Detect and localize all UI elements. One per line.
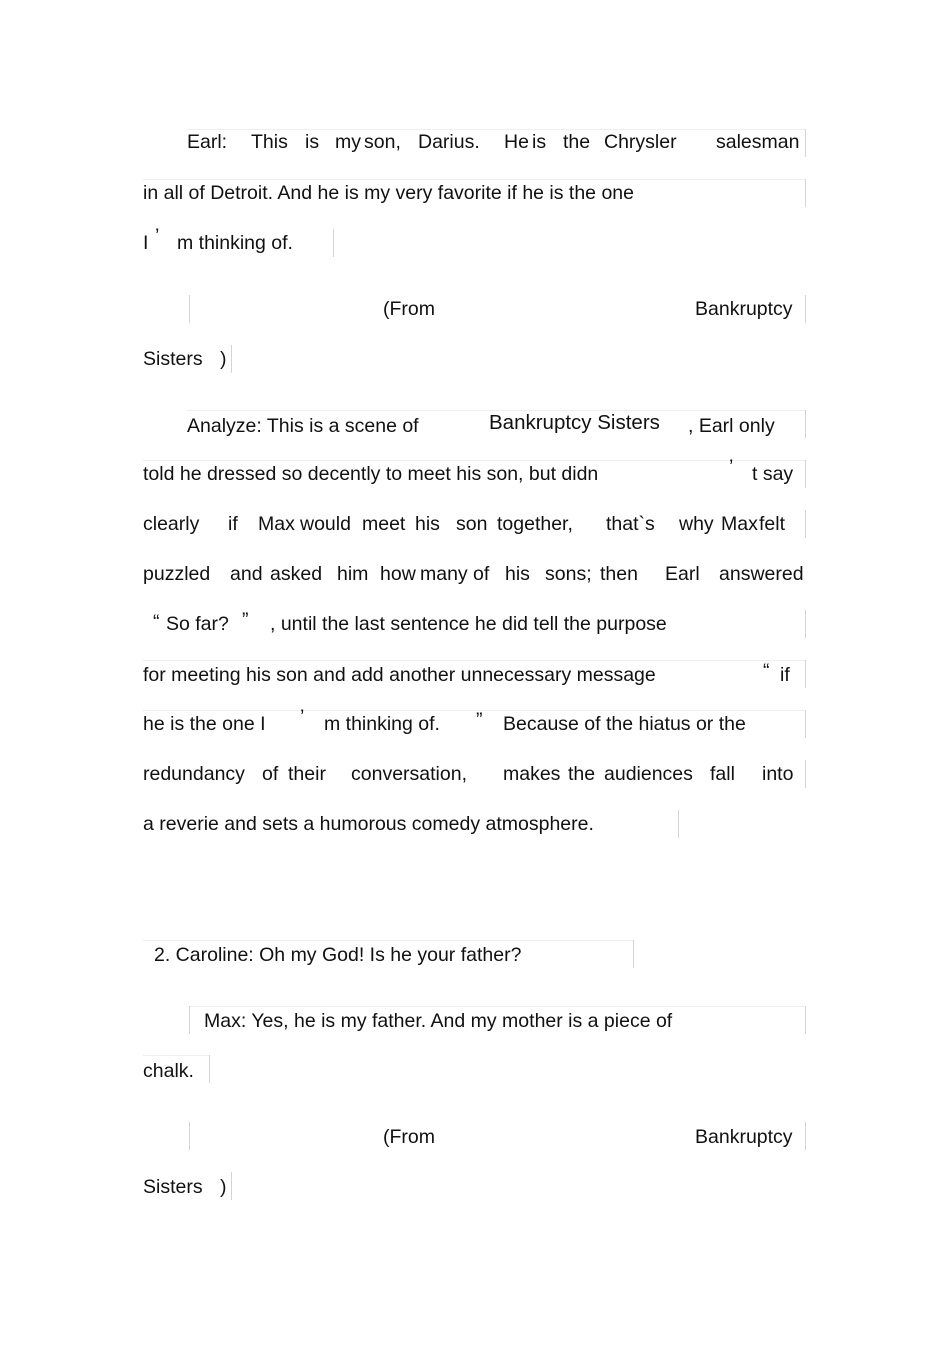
line-marker (805, 660, 806, 688)
line-marker (805, 710, 806, 738)
citation-title-word: Bankruptcy (695, 298, 793, 320)
word: why (679, 513, 714, 535)
word: together, (497, 513, 573, 535)
word: into (762, 763, 794, 785)
word: felt (759, 513, 786, 535)
word: Earl (665, 563, 700, 585)
word: puzzled (143, 563, 211, 585)
citation-close: ) (220, 1176, 227, 1198)
word: how (380, 563, 416, 585)
word: of (262, 763, 279, 785)
word: is (305, 131, 320, 153)
word: and (230, 563, 263, 585)
word: my (335, 131, 361, 153)
apostrophe: ’ (300, 706, 305, 728)
citation-title-word: Bankruptcy (695, 1126, 793, 1148)
citation-close: ) (220, 348, 227, 370)
line-marker (805, 510, 806, 538)
max-line1: Max: Yes, he is my father. And my mother is a piece of (204, 1010, 673, 1032)
word: audiences (604, 763, 693, 785)
line-marker (189, 1122, 190, 1150)
line-rule (143, 1055, 209, 1056)
word: This (251, 131, 288, 153)
quoted-phrase: So far? (166, 613, 229, 635)
film-title: Bankruptcy Sisters (489, 411, 660, 434)
open-quote: “ (153, 611, 160, 633)
word: Max (258, 513, 295, 535)
word: their (288, 763, 326, 785)
word: if (780, 664, 790, 686)
word: Chrysler (604, 131, 677, 153)
analysis-line5: , until the last sentence he did tell the purpose (270, 613, 667, 635)
word: is (532, 131, 547, 153)
line-marker (805, 760, 806, 788)
line-marker (805, 179, 806, 207)
word: him (337, 563, 369, 585)
word: sons; (545, 563, 592, 585)
line-rule (143, 179, 805, 180)
word: his (415, 513, 440, 535)
word: son, (364, 131, 401, 153)
word: that`s (606, 513, 655, 535)
word: Earl: (187, 131, 228, 153)
analysis-line1: Analyze: This is a scene of (187, 415, 419, 437)
close-quote: ” (476, 709, 483, 731)
word: many (420, 563, 468, 585)
open-quote: “ (763, 660, 770, 682)
quoted-phrase-end: m thinking of. (324, 713, 440, 735)
line-marker (678, 810, 679, 838)
word: Darius. (418, 131, 480, 153)
word: answered (719, 563, 804, 585)
word: meet (362, 513, 406, 535)
citation-from: (From (383, 298, 435, 320)
word: his (505, 563, 530, 585)
word: son (456, 513, 488, 535)
word: asked (270, 563, 323, 585)
line-marker (189, 295, 190, 323)
line-marker (805, 610, 806, 638)
word: redundancy (143, 763, 245, 785)
word: clearly (143, 513, 200, 535)
line-marker (805, 1122, 806, 1150)
line-rule (143, 460, 805, 461)
citation-title-end: Sisters (143, 1176, 203, 1198)
word: then (600, 563, 638, 585)
analysis-line1-end: , Earl only (688, 415, 775, 437)
paragraph-earl-line2: in all of Detroit. And he is my very favorite if he is the one (143, 182, 634, 204)
line-marker (805, 129, 806, 157)
line-marker (189, 1006, 190, 1034)
line-rule (143, 940, 633, 941)
line-marker (231, 1172, 232, 1200)
word: Max (721, 513, 758, 535)
line-marker (805, 460, 806, 488)
paragraph-earl-line3-end: m thinking of. (177, 232, 293, 254)
apostrophe: ’ (155, 225, 160, 247)
line-marker (209, 1055, 210, 1083)
line-marker (231, 345, 232, 373)
max-line2: chalk. (143, 1060, 194, 1082)
word: the (563, 131, 591, 153)
analysis-line2-end: t say (752, 463, 794, 485)
word: makes (503, 763, 561, 785)
line-rule (189, 1006, 805, 1007)
word: of (473, 563, 490, 585)
analysis-line9: a reverie and sets a humorous comedy atmosphere. (143, 813, 594, 835)
analysis-line7: he is the one I (143, 713, 266, 735)
line-marker (633, 940, 634, 968)
caroline-line: 2. Caroline: Oh my God! Is he your father? (154, 944, 522, 966)
word: if (228, 513, 238, 535)
word: He (504, 131, 529, 153)
paragraph-earl-line3-start: I (143, 232, 149, 254)
close-quote: ” (242, 609, 249, 631)
line-marker (805, 295, 806, 323)
line-marker (333, 229, 334, 257)
word: would (300, 513, 351, 535)
word: the (568, 763, 596, 785)
word: conversation, (351, 763, 467, 785)
analysis-line2: told he dressed so decently to meet his son, but didn (143, 463, 599, 485)
analysis-line6: for meeting his son and add another unnecessary message (143, 664, 656, 686)
apostrophe: ’ (729, 456, 734, 478)
citation-from: (From (383, 1126, 435, 1148)
analysis-line7-end: Because of the hiatus or the (503, 713, 746, 735)
line-rule (143, 710, 805, 711)
line-marker (805, 410, 806, 438)
word: fall (710, 763, 735, 785)
line-marker (805, 1006, 806, 1034)
line-rule (143, 660, 805, 661)
citation-title-end: Sisters (143, 348, 203, 370)
word: salesman (716, 131, 800, 153)
